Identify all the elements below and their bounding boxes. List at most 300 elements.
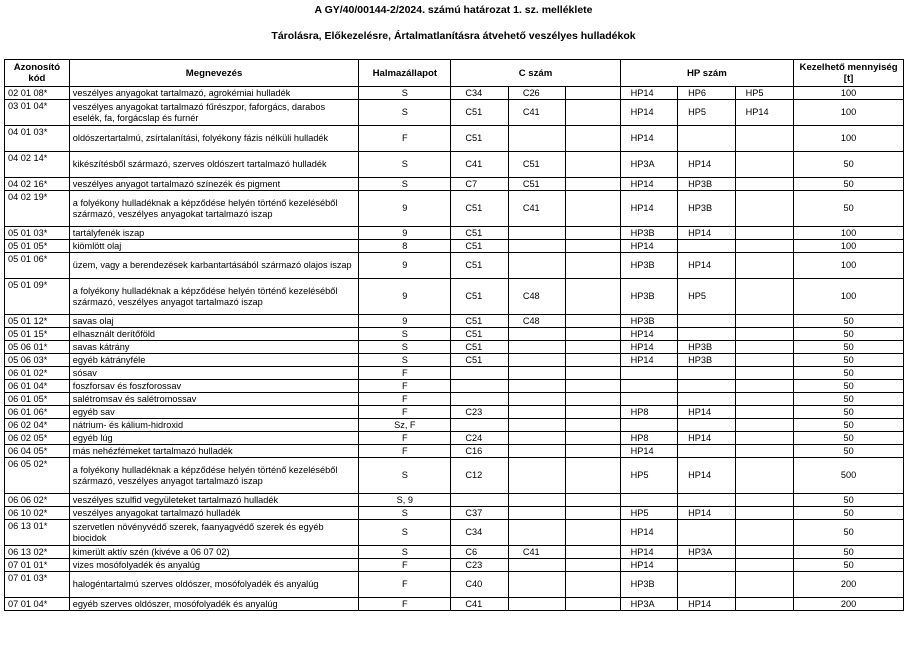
cell-phys: S [359, 546, 451, 559]
cell-c3 [566, 380, 620, 393]
cell-c2 [508, 380, 565, 393]
cell-c3 [566, 598, 620, 611]
cell-hp3: HP5 [735, 87, 794, 100]
cell-c1: C51 [451, 227, 508, 240]
cell-c1 [451, 494, 508, 507]
cell-c3 [566, 572, 620, 598]
cell-hp2 [678, 572, 735, 598]
cell-c2 [508, 354, 565, 367]
cell-hp1: HP3B [620, 572, 677, 598]
cell-c3 [566, 341, 620, 354]
cell-c2 [508, 458, 565, 494]
waste-table [4, 59, 904, 611]
cell-qty: 100 [794, 253, 904, 279]
cell-c2 [508, 341, 565, 354]
table-row [5, 367, 904, 380]
cell-qty: 50 [794, 494, 904, 507]
cell-hp1: HP5 [620, 458, 677, 494]
cell-qty: 200 [794, 572, 904, 598]
cell-qty: 100 [794, 126, 904, 152]
cell-name: egyéb sav [69, 406, 359, 419]
cell-c1: C40 [451, 572, 508, 598]
cell-hp1: HP14 [620, 445, 677, 458]
header-phys: Halmazállapot [359, 60, 451, 87]
table-row [5, 380, 904, 393]
cell-qty: 50 [794, 380, 904, 393]
cell-c2 [508, 253, 565, 279]
header-code: Azonosító kód [5, 60, 70, 87]
cell-hp3 [735, 546, 794, 559]
cell-hp2: HP3B [678, 341, 735, 354]
cell-qty: 200 [794, 598, 904, 611]
cell-qty: 100 [794, 279, 904, 315]
cell-phys: S [359, 328, 451, 341]
cell-c2: C26 [508, 87, 565, 100]
cell-code: 04 02 14* [5, 152, 70, 178]
cell-c1: C51 [451, 191, 508, 227]
cell-hp2 [678, 559, 735, 572]
cell-hp2: HP3B [678, 191, 735, 227]
table-row [5, 406, 904, 419]
cell-c1: C23 [451, 406, 508, 419]
cell-phys: 9 [359, 227, 451, 240]
cell-phys: F [359, 598, 451, 611]
cell-hp1: HP14 [620, 191, 677, 227]
cell-hp3 [735, 380, 794, 393]
cell-phys: F [359, 367, 451, 380]
cell-code: 06 02 04* [5, 419, 70, 432]
cell-c2 [508, 572, 565, 598]
cell-c2 [508, 126, 565, 152]
cell-hp1: HP14 [620, 546, 677, 559]
table-row [5, 419, 904, 432]
cell-qty: 100 [794, 240, 904, 253]
cell-c3 [566, 559, 620, 572]
cell-c1: C37 [451, 507, 508, 520]
table-row [5, 341, 904, 354]
cell-code: 02 01 08* [5, 87, 70, 100]
cell-phys: S [359, 100, 451, 126]
cell-c1: C51 [451, 253, 508, 279]
cell-hp1: HP14 [620, 341, 677, 354]
cell-phys: F [359, 393, 451, 406]
cell-c1: C23 [451, 559, 508, 572]
cell-name: tartályfenék iszap [69, 227, 359, 240]
cell-c1: C7 [451, 178, 508, 191]
cell-name: kimerült aktív szén (kivéve a 06 07 02) [69, 546, 359, 559]
cell-c3 [566, 445, 620, 458]
cell-c3 [566, 419, 620, 432]
cell-code: 06 13 02* [5, 546, 70, 559]
cell-c1: C51 [451, 341, 508, 354]
cell-phys: S [359, 458, 451, 494]
cell-c2: C48 [508, 315, 565, 328]
cell-c3 [566, 87, 620, 100]
cell-qty: 50 [794, 432, 904, 445]
table-row [5, 315, 904, 328]
cell-phys: S [359, 87, 451, 100]
cell-hp3 [735, 354, 794, 367]
cell-hp2 [678, 126, 735, 152]
cell-hp2 [678, 445, 735, 458]
cell-name: veszélyes anyagokat tartalmazó, agrokémiai hulladék [69, 87, 359, 100]
cell-name: veszélyes anyagokat tartalmazó fűrészpor, faforgács, darabos eselék, fa, forgácslap és furnér [69, 100, 359, 126]
cell-hp1 [620, 393, 677, 406]
cell-c3 [566, 507, 620, 520]
cell-hp3 [735, 152, 794, 178]
cell-hp1: HP14 [620, 559, 677, 572]
cell-name: kiömlött olaj [69, 240, 359, 253]
cell-code: 06 13 01* [5, 520, 70, 546]
cell-c1: C51 [451, 354, 508, 367]
cell-phys: S [359, 507, 451, 520]
cell-code: 06 01 02* [5, 367, 70, 380]
cell-hp3 [735, 458, 794, 494]
cell-c1: C12 [451, 458, 508, 494]
cell-c2 [508, 328, 565, 341]
cell-hp1: HP14 [620, 178, 677, 191]
cell-hp1 [620, 367, 677, 380]
cell-hp1: HP3A [620, 598, 677, 611]
cell-c1 [451, 380, 508, 393]
cell-hp3 [735, 572, 794, 598]
cell-qty: 50 [794, 315, 904, 328]
cell-c1: C51 [451, 315, 508, 328]
cell-qty: 50 [794, 419, 904, 432]
table-row [5, 100, 904, 126]
cell-qty: 50 [794, 520, 904, 546]
cell-c2 [508, 598, 565, 611]
cell-hp1: HP3A [620, 152, 677, 178]
cell-c3 [566, 328, 620, 341]
cell-c1 [451, 367, 508, 380]
table-row [5, 227, 904, 240]
cell-hp2: HP3A [678, 546, 735, 559]
cell-hp2 [678, 240, 735, 253]
table-header-row [5, 60, 904, 87]
cell-code: 05 01 03* [5, 227, 70, 240]
cell-hp1: HP3B [620, 227, 677, 240]
table-row [5, 191, 904, 227]
cell-c3 [566, 191, 620, 227]
cell-code: 05 01 05* [5, 240, 70, 253]
cell-phys: F [359, 432, 451, 445]
cell-c2: C51 [508, 152, 565, 178]
cell-hp1: HP14 [620, 354, 677, 367]
cell-hp3 [735, 178, 794, 191]
cell-hp2 [678, 380, 735, 393]
cell-code: 03 01 04* [5, 100, 70, 126]
cell-c1: C16 [451, 445, 508, 458]
cell-c3 [566, 240, 620, 253]
cell-hp2: HP14 [678, 598, 735, 611]
header-c: C szám [451, 60, 620, 87]
cell-hp1: HP14 [620, 520, 677, 546]
cell-c3 [566, 406, 620, 419]
cell-name: üzem, vagy a berendezések karbantartásából származó olajos iszap [69, 253, 359, 279]
cell-hp3 [735, 227, 794, 240]
cell-code: 06 10 02* [5, 507, 70, 520]
cell-hp1: HP8 [620, 406, 677, 419]
cell-code: 05 01 09* [5, 279, 70, 315]
cell-c1 [451, 419, 508, 432]
table-body [5, 87, 904, 611]
cell-name: kikészítésből származó, szerves oldószert tartalmazó hulladék [69, 152, 359, 178]
cell-hp2: HP14 [678, 253, 735, 279]
cell-hp2: HP14 [678, 227, 735, 240]
cell-c1: C34 [451, 87, 508, 100]
cell-hp3 [735, 393, 794, 406]
cell-hp3 [735, 253, 794, 279]
cell-hp2: HP5 [678, 279, 735, 315]
cell-hp1: HP14 [620, 100, 677, 126]
cell-c3 [566, 279, 620, 315]
cell-hp3 [735, 240, 794, 253]
cell-code: 06 02 05* [5, 432, 70, 445]
table-row [5, 393, 904, 406]
cell-name: halogéntartalmú szerves oldószer, mosófolyadék és anyalúg [69, 572, 359, 598]
cell-code: 06 05 02* [5, 458, 70, 494]
cell-phys: F [359, 572, 451, 598]
cell-name: egyéb szerves oldószer, mosófolyadék és anyalúg [69, 598, 359, 611]
cell-phys: 8 [359, 240, 451, 253]
cell-name: egyéb kátrányféle [69, 354, 359, 367]
cell-qty: 50 [794, 152, 904, 178]
table-row [5, 432, 904, 445]
cell-hp1: HP14 [620, 126, 677, 152]
cell-code: 05 01 15* [5, 328, 70, 341]
cell-qty: 50 [794, 354, 904, 367]
cell-code: 06 04 05* [5, 445, 70, 458]
table-row [5, 507, 904, 520]
table-row [5, 520, 904, 546]
cell-name: más nehézfémeket tartalmazó hulladék [69, 445, 359, 458]
table-row [5, 598, 904, 611]
cell-qty: 50 [794, 445, 904, 458]
cell-hp3 [735, 507, 794, 520]
cell-hp1 [620, 380, 677, 393]
cell-name: oldószertartalmú, zsírtalanítási, folyékony fázis nélküli hulladék [69, 126, 359, 152]
cell-hp2: HP14 [678, 152, 735, 178]
cell-code: 05 06 03* [5, 354, 70, 367]
table-row [5, 279, 904, 315]
cell-c2 [508, 393, 565, 406]
cell-c3 [566, 126, 620, 152]
cell-hp3 [735, 191, 794, 227]
cell-c3 [566, 494, 620, 507]
cell-c3 [566, 354, 620, 367]
cell-hp2: HP14 [678, 507, 735, 520]
cell-name: veszélyes szulfid vegyületeket tartalmazó hulladék [69, 494, 359, 507]
cell-hp1: HP5 [620, 507, 677, 520]
cell-name: savas kátrány [69, 341, 359, 354]
cell-c2: C41 [508, 546, 565, 559]
cell-hp2: HP14 [678, 432, 735, 445]
table-row [5, 354, 904, 367]
cell-c2: C41 [508, 100, 565, 126]
cell-c2: C41 [508, 191, 565, 227]
cell-phys: Sz, F [359, 419, 451, 432]
cell-hp3 [735, 520, 794, 546]
cell-c1: C24 [451, 432, 508, 445]
cell-qty: 50 [794, 393, 904, 406]
cell-c2 [508, 520, 565, 546]
cell-phys: F [359, 559, 451, 572]
table-row [5, 494, 904, 507]
table-row [5, 328, 904, 341]
cell-hp2 [678, 315, 735, 328]
cell-hp3 [735, 559, 794, 572]
cell-phys: 9 [359, 191, 451, 227]
cell-code: 06 01 04* [5, 380, 70, 393]
cell-hp2: HP6 [678, 87, 735, 100]
cell-name: a folyékony hulladéknak a képződése helyén történő kezeléséből származó, veszélyes anyagot tartalmazó iszap [69, 458, 359, 494]
cell-c2 [508, 507, 565, 520]
cell-name: sósav [69, 367, 359, 380]
cell-name: egyéb lúg [69, 432, 359, 445]
cell-c3 [566, 520, 620, 546]
cell-phys: F [359, 380, 451, 393]
table-row [5, 458, 904, 494]
cell-phys: F [359, 445, 451, 458]
cell-hp1 [620, 494, 677, 507]
cell-c3 [566, 546, 620, 559]
cell-c3 [566, 100, 620, 126]
cell-code: 06 06 02* [5, 494, 70, 507]
cell-name: nátrium- és kálium-hidroxid [69, 419, 359, 432]
cell-hp3 [735, 315, 794, 328]
cell-code: 07 01 01* [5, 559, 70, 572]
cell-c2 [508, 227, 565, 240]
cell-code: 06 01 06* [5, 406, 70, 419]
cell-name: veszélyes anyagot tartalmazó színezék és pigment [69, 178, 359, 191]
cell-qty: 50 [794, 178, 904, 191]
cell-hp2: HP5 [678, 100, 735, 126]
cell-c1: C51 [451, 100, 508, 126]
cell-hp2 [678, 494, 735, 507]
cell-phys: 9 [359, 315, 451, 328]
cell-phys: S [359, 354, 451, 367]
header-hp: HP szám [620, 60, 794, 87]
cell-c2 [508, 419, 565, 432]
cell-phys: 9 [359, 279, 451, 315]
cell-c3 [566, 393, 620, 406]
cell-hp3: HP14 [735, 100, 794, 126]
cell-qty: 500 [794, 458, 904, 494]
cell-name: veszélyes anyagokat tartalmazó hulladék [69, 507, 359, 520]
table-row [5, 152, 904, 178]
document-subtitle: Tárolásra, Előkezelésre, Ártalmatlanításra átvehető veszélyes hulladékok [271, 30, 636, 42]
cell-qty: 100 [794, 87, 904, 100]
cell-phys: F [359, 126, 451, 152]
cell-hp2 [678, 419, 735, 432]
cell-name: a folyékony hulladéknak a képződése helyén történő kezeléséből származó, veszélyes anyagot tartalmazó iszap [69, 279, 359, 315]
cell-hp3 [735, 367, 794, 380]
cell-code: 07 01 04* [5, 598, 70, 611]
cell-hp2: HP3B [678, 354, 735, 367]
cell-name: szervetlen növényvédő szerek, faanyagvédő szerek és egyéb biocidok [69, 520, 359, 546]
cell-hp1: HP14 [620, 87, 677, 100]
cell-code: 05 06 01* [5, 341, 70, 354]
cell-hp2: HP14 [678, 406, 735, 419]
cell-hp3 [735, 445, 794, 458]
table-row [5, 546, 904, 559]
cell-c3 [566, 432, 620, 445]
cell-code: 04 01 03* [5, 126, 70, 152]
cell-hp1 [620, 419, 677, 432]
cell-phys: 9 [359, 253, 451, 279]
cell-qty: 100 [794, 227, 904, 240]
cell-c3 [566, 178, 620, 191]
cell-hp2 [678, 367, 735, 380]
cell-qty: 50 [794, 546, 904, 559]
cell-c1: C51 [451, 240, 508, 253]
cell-code: 06 01 05* [5, 393, 70, 406]
cell-hp1: HP14 [620, 328, 677, 341]
cell-hp3 [735, 328, 794, 341]
cell-c3 [566, 227, 620, 240]
cell-hp2: HP14 [678, 458, 735, 494]
cell-name: vizes mosófolyadék és anyalúg [69, 559, 359, 572]
cell-c1: C6 [451, 546, 508, 559]
cell-hp3 [735, 494, 794, 507]
cell-c1: C51 [451, 328, 508, 341]
document-title: A GY/40/00144-2/2024. számú határozat 1. sz. melléklete [314, 4, 593, 16]
cell-hp2: HP3B [678, 178, 735, 191]
cell-code: 04 02 19* [5, 191, 70, 227]
cell-c3 [566, 367, 620, 380]
cell-hp3 [735, 432, 794, 445]
cell-qty: 50 [794, 559, 904, 572]
cell-c1: C41 [451, 152, 508, 178]
table-row [5, 253, 904, 279]
cell-c3 [566, 458, 620, 494]
cell-c1: C41 [451, 598, 508, 611]
cell-qty: 50 [794, 328, 904, 341]
cell-phys: S [359, 152, 451, 178]
cell-hp3 [735, 419, 794, 432]
cell-phys: S [359, 178, 451, 191]
table-row [5, 240, 904, 253]
cell-c2: C51 [508, 178, 565, 191]
cell-name: foszforsav és foszforossav [69, 380, 359, 393]
cell-c2 [508, 367, 565, 380]
table-row [5, 178, 904, 191]
cell-qty: 50 [794, 367, 904, 380]
cell-c2 [508, 432, 565, 445]
cell-hp2 [678, 393, 735, 406]
cell-qty: 50 [794, 507, 904, 520]
cell-name: elhasznált derítőföld [69, 328, 359, 341]
cell-c3 [566, 315, 620, 328]
cell-c2: C48 [508, 279, 565, 315]
cell-phys: S [359, 341, 451, 354]
cell-c1: C51 [451, 126, 508, 152]
header-qty: Kezelhető mennyiség [t] [794, 60, 904, 87]
cell-hp3 [735, 126, 794, 152]
cell-name: salétromsav és salétromossav [69, 393, 359, 406]
cell-hp3 [735, 598, 794, 611]
cell-c2 [508, 406, 565, 419]
cell-code: 05 01 06* [5, 253, 70, 279]
cell-hp1: HP3B [620, 315, 677, 328]
cell-c2 [508, 240, 565, 253]
cell-hp3 [735, 406, 794, 419]
table-row [5, 87, 904, 100]
header-name: Megnevezés [69, 60, 359, 87]
cell-code: 05 01 12* [5, 315, 70, 328]
cell-hp3 [735, 341, 794, 354]
